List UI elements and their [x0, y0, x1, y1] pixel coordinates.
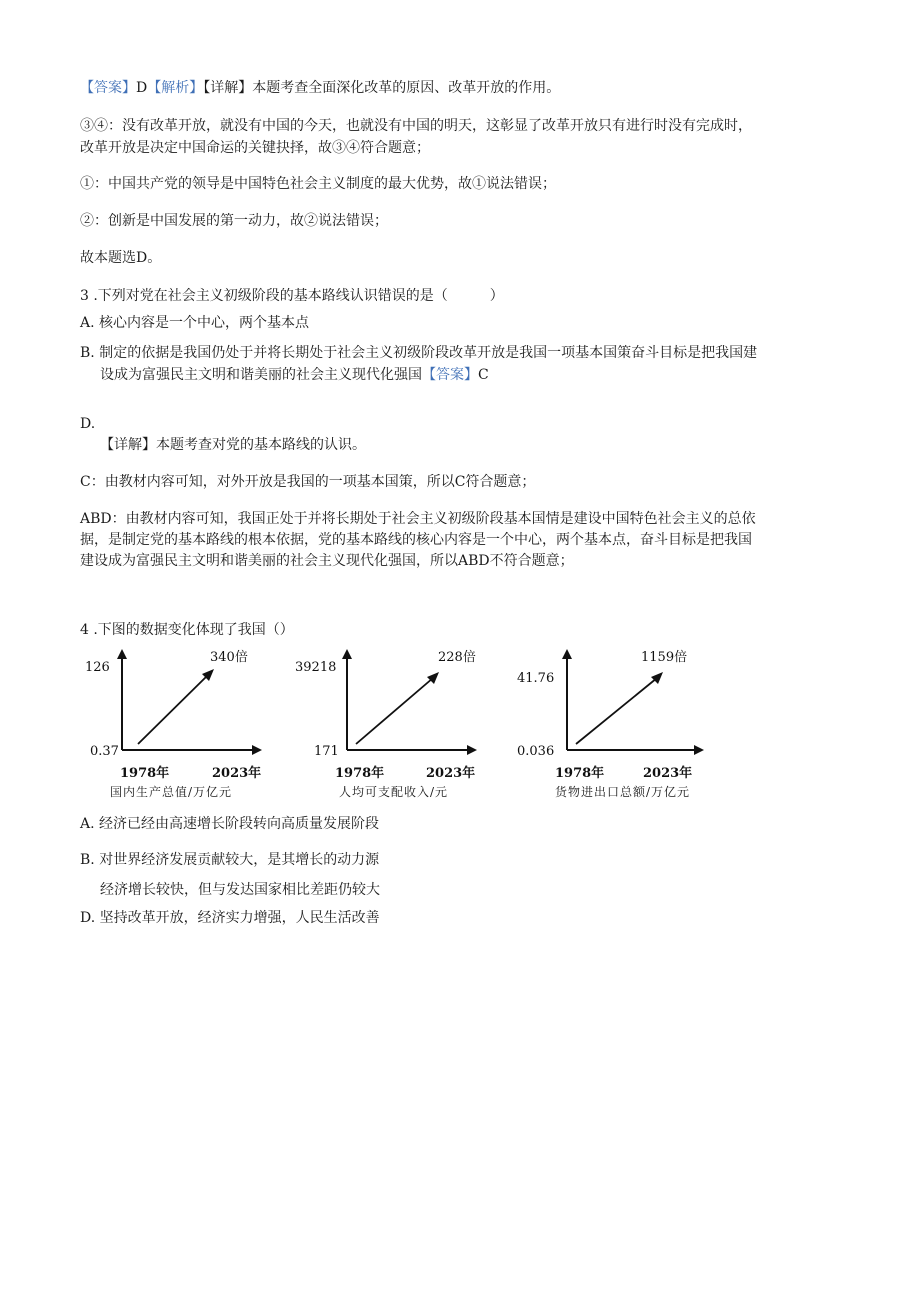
q3-option-b-line-1: B. 制定的依据是我国仍处于并将长期处于社会主义初级阶段改革开放是我国一项基本国策奋斗目标是把我国建: [80, 345, 758, 361]
analysis-tag: 【解析】: [147, 80, 204, 96]
growth-annotation: 1159倍: [641, 650, 688, 665]
x-tick-end: 2023年: [212, 766, 262, 781]
answer-tag: 【答案】: [422, 367, 478, 383]
chart-trade: [515, 645, 765, 810]
x-tick-start: 1978年: [120, 766, 170, 781]
answer-value: D: [136, 80, 148, 96]
detail-text: 本题考查全面深化改革的原因、改革开放的作用。: [252, 80, 561, 96]
q3-c-explanation: C：由教材内容可知，对外开放是我国的一项基本国策，所以C符合题意；: [80, 474, 536, 490]
q4-option-a: A. 经济已经由高速增长阶段转向高质量发展阶段: [80, 816, 380, 832]
q3-detail: 【详解】本题考查对党的基本路线的认识。: [100, 437, 366, 453]
growth-annotation: 228倍: [438, 650, 476, 665]
q4-option-c: 经济增长较快，但与发达国家相比差距仍较大: [100, 882, 380, 898]
y-tick-bottom: 0.37: [90, 744, 119, 759]
q2-answer-line: [80, 78, 560, 98]
chart-caption: 货物进出口总额/万亿元: [555, 785, 691, 799]
y-tick-top: 39218: [295, 660, 337, 675]
q3-option-d: D.: [80, 416, 96, 432]
q3-abd-line-1: ABD：由教材内容可知，我国正处于并将长期处于社会主义初级阶段基本国情是建设中国特色社会主义的总依: [80, 511, 756, 527]
x-axis-arrowhead: [694, 745, 704, 755]
q2-paragraph-1b: 改革开放是决定中国命运的关键抉择，故③④符合题意；: [80, 140, 430, 156]
x-axis-arrowhead: [252, 745, 262, 755]
answer-value: C: [478, 367, 489, 383]
q3-abd-line-3: 建设成为富强民主文明和谐美丽的社会主义现代化强国，所以ABD不符合题意；: [80, 553, 574, 569]
q4-option-b: B. 对世界经济发展贡献较大，是其增长的动力源: [80, 852, 380, 868]
x-tick-end: 2023年: [426, 766, 476, 781]
q3-abd-line-2: 据，是制定党的基本路线的根本依据，党的基本路线的核心内容是一个中心，两个基本点，奋斗目标是把我国: [80, 532, 752, 548]
y-axis-arrowhead: [117, 649, 127, 659]
chart-income: [290, 645, 540, 810]
q4-option-d: D. 坚持改革开放，经济实力增强，人民生活改善: [80, 910, 380, 926]
chart-caption: 人均可支配收入/元: [339, 785, 449, 799]
q4-stem: 4 .下图的数据变化体现了我国（）: [80, 622, 294, 638]
x-axis-arrowhead: [467, 745, 477, 755]
detail-tag: 【详解】: [203, 80, 253, 96]
q2-paragraph-2: ①：中国共产党的领导是中国特色社会主义制度的最大优势，故①说法错误；: [80, 176, 556, 192]
q2-conclusion: 故本题选D。: [80, 250, 162, 266]
q3-option-b-line-2: [80, 365, 489, 385]
y-axis-arrowhead: [342, 649, 352, 659]
x-tick-end: 2023年: [643, 766, 693, 781]
growth-annotation: 340倍: [210, 650, 248, 665]
x-tick-start: 1978年: [555, 766, 605, 781]
y-tick-bottom: 0.036: [517, 744, 555, 759]
chart-caption: 国内生产总值/万亿元: [110, 785, 233, 799]
q3-stem: 3 .下列对党在社会主义初级阶段的基本路线认识错误的是（ ）: [80, 288, 504, 304]
y-axis-arrowhead: [562, 649, 572, 659]
x-tick-start: 1978年: [335, 766, 385, 781]
answer-tag: 【答案】: [80, 80, 136, 96]
y-tick-top: 41.76: [517, 671, 555, 686]
y-tick-bottom: 171: [314, 744, 339, 759]
option-b-text: 设成为富强民主文明和谐美丽的社会主义现代化强国: [100, 367, 422, 383]
q3-option-a: A. 核心内容是一个中心，两个基本点: [80, 315, 310, 331]
q2-paragraph-3: ②：创新是中国发展的第一动力，故②说法错误；: [80, 213, 388, 229]
trend-line: [138, 675, 208, 744]
trend-line: [576, 678, 657, 744]
y-tick-top: 126: [85, 660, 110, 675]
q2-paragraph-1a: ③④：没有改革开放，就没有中国的今天，也就没有中国的明天，这彰显了改革开放只有进行时没有完成时，: [80, 118, 752, 134]
trend-line: [356, 678, 433, 744]
